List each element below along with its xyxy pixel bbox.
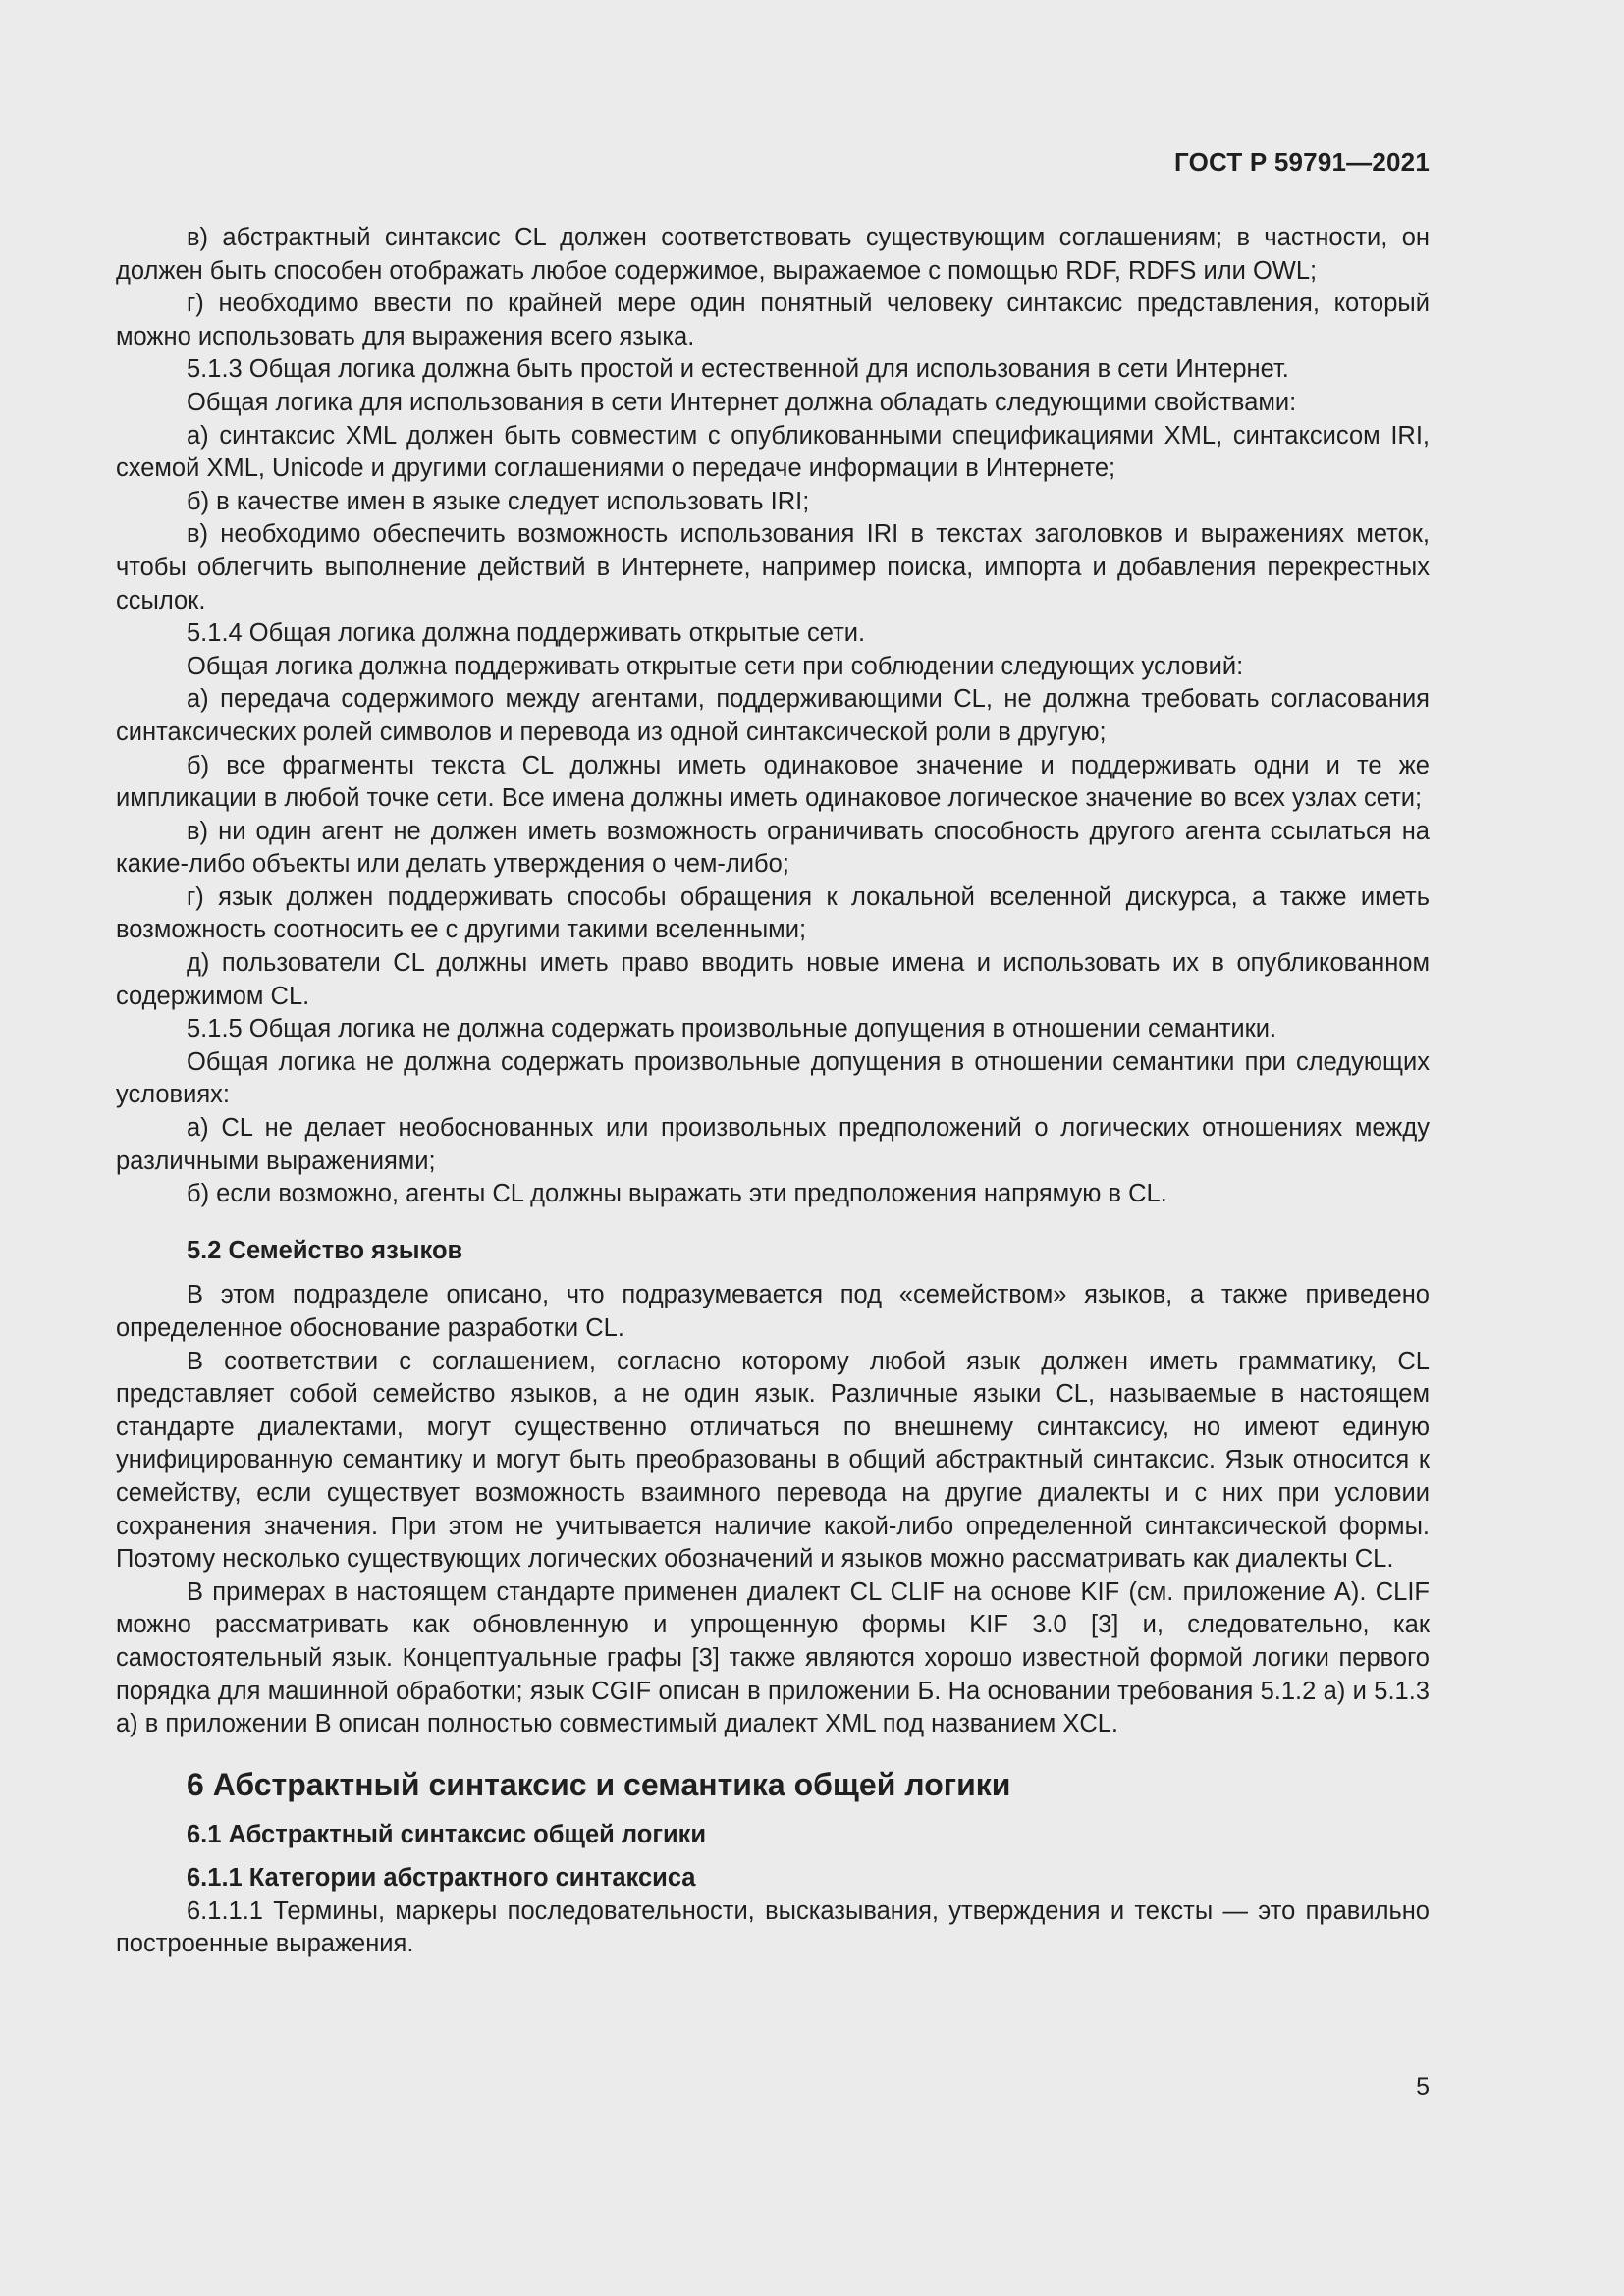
paragraph: а) передача содержимого между агентами, поддерживающими CL, не должна требовать согласования синтаксических ролей символов и перевода из одной синтаксической роли в другую; bbox=[116, 685, 1430, 746]
paragraph: г) язык должен поддерживать способы обращения к локальной вселенной дискурса, а также иметь возможность соотносить ее с другими такими вселенными; bbox=[116, 882, 1430, 944]
clause-5-1-3: 5.1.3 Общая логика должна быть простой и естественной для использования в сети Интернет. bbox=[187, 355, 1289, 384]
page-content bbox=[116, 222, 1430, 1961]
paragraph: а) CL не делает необоснованных или произвольных предположений о логических отношениях между различными выражениями; bbox=[116, 1114, 1430, 1175]
paragraph: В соответствии с соглашением, согласно которому любой язык должен иметь грамматику, CL представляет собой семейство языков, а не один язык. Различные языки CL, называемые в настоящем стандарте диалектами, могут существенно отличаться по внешнему синтаксису, но имеют единую унифицированную семантику и могут быть преобразованы в общий абстрактный синтаксис. Язык относится к семейству, если существует возможность взаимного перевода на другие диалекты и с них при условии сохранения значения. При этом не учитывается наличие какой-либо определенной синтаксической формы. Поэтому несколько существующих логических обозначений и языков можно рассматривать как диалекты CL. bbox=[116, 1347, 1430, 1574]
paragraph: б) все фрагменты текста CL должны иметь одинаковое значение и поддерживать одни и те же импликации в любой точке сети. Все имена должны иметь одинаковое логическое значение во всех узлах сети; bbox=[116, 751, 1430, 813]
clause-5-1-4: 5.1.4 Общая логика должна поддерживать открытые сети. bbox=[187, 619, 866, 648]
section-6-heading: 6 Абстрактный синтаксис и семантика общей логики bbox=[187, 1766, 1011, 1802]
clause-6-1-1-1: 6.1.1.1 Термины, маркеры последовательности, высказывания, утверждения и тексты — это правильно построенные выражения. bbox=[116, 1896, 1430, 1958]
paragraph: В примерах в настоящем стандарте применен диалект CL CLIF на основе KIF (см. приложение А). CLIF можно рассматривать как обновленную и упрощенную формы KIF 3.0 [3] и, следовательно, как самостоятельный язык. Концептуальные графы [3] также являются хорошо известной формой логики первого порядка для машинной обработки; язык CGIF описан в приложении Б. На основании требования 5.1.2 а) и 5.1.3 а) в приложении В описан полностью совместимый диалект XML под названием XCL. bbox=[116, 1577, 1430, 1738]
paragraph: в) необходимо обеспечить возможность использования IRI в текстах заголовков и выражениях меток, чтобы облегчить выполнение действий в Интернете, например поиска, импорта и добавления перекрестных ссылок. bbox=[116, 520, 1430, 614]
document-code-header: ГОСТ Р 59791—2021 bbox=[1174, 147, 1430, 177]
paragraph: б) в качестве имен в языке следует использовать IRI; bbox=[187, 487, 810, 515]
paragraph: в) абстрактный синтаксис CL должен соответствовать существующим соглашениям; в частности, он должен быть способен отображать любое содержимое, выражаемое с помощью RDF, RDFS или OWL; bbox=[116, 224, 1430, 285]
page-number: 5 bbox=[1416, 2073, 1430, 2101]
paragraph: д) пользователи CL должны иметь право вводить новые имена и использовать их в опубликованном содержимом CL. bbox=[116, 949, 1430, 1010]
section-6-1-1-heading: 6.1.1 Категории абстрактного синтаксиса bbox=[187, 1863, 696, 1892]
paragraph: Общая логика должна поддерживать открытые сети при соблюдении следующих условий: bbox=[187, 652, 1244, 680]
clause-5-1-5: 5.1.5 Общая логика не должна содержать произвольные допущения в отношении семантики. bbox=[187, 1015, 1277, 1043]
section-5-2-heading: 5.2 Семейство языков bbox=[187, 1236, 463, 1264]
paragraph: Общая логика не должна содержать произвольные допущения в отношении семантики при следующих условиях: bbox=[116, 1047, 1430, 1109]
paragraph: Общая логика для использования в сети Интернет должна обладать следующими свойствами: bbox=[187, 388, 1297, 416]
paragraph: В этом подразделе описано, что подразумевается под «семейством» языков, а также приведено определенное обоснование разработки CL. bbox=[116, 1281, 1430, 1342]
paragraph: г) необходимо ввести по крайней мере один понятный человеку синтаксис представления, который можно использовать для выражения всего языка. bbox=[116, 290, 1430, 350]
paragraph: б) если возможно, агенты CL должны выражать эти предположения напрямую в CL. bbox=[187, 1180, 1167, 1208]
section-6-1-heading: 6.1 Абстрактный синтаксис общей логики bbox=[187, 1821, 707, 1849]
paragraph: а) синтаксис XML должен быть совместим с опубликованными спецификациями XML, синтаксисом IRI, схемой XML, Unicode и другими соглашениями о передаче информации в Интернете; bbox=[116, 421, 1430, 483]
paragraph: в) ни один агент не должен иметь возможность ограничивать способность другого агента ссылаться на какие-либо объекты или делать утверждения о чем-либо; bbox=[116, 817, 1430, 879]
